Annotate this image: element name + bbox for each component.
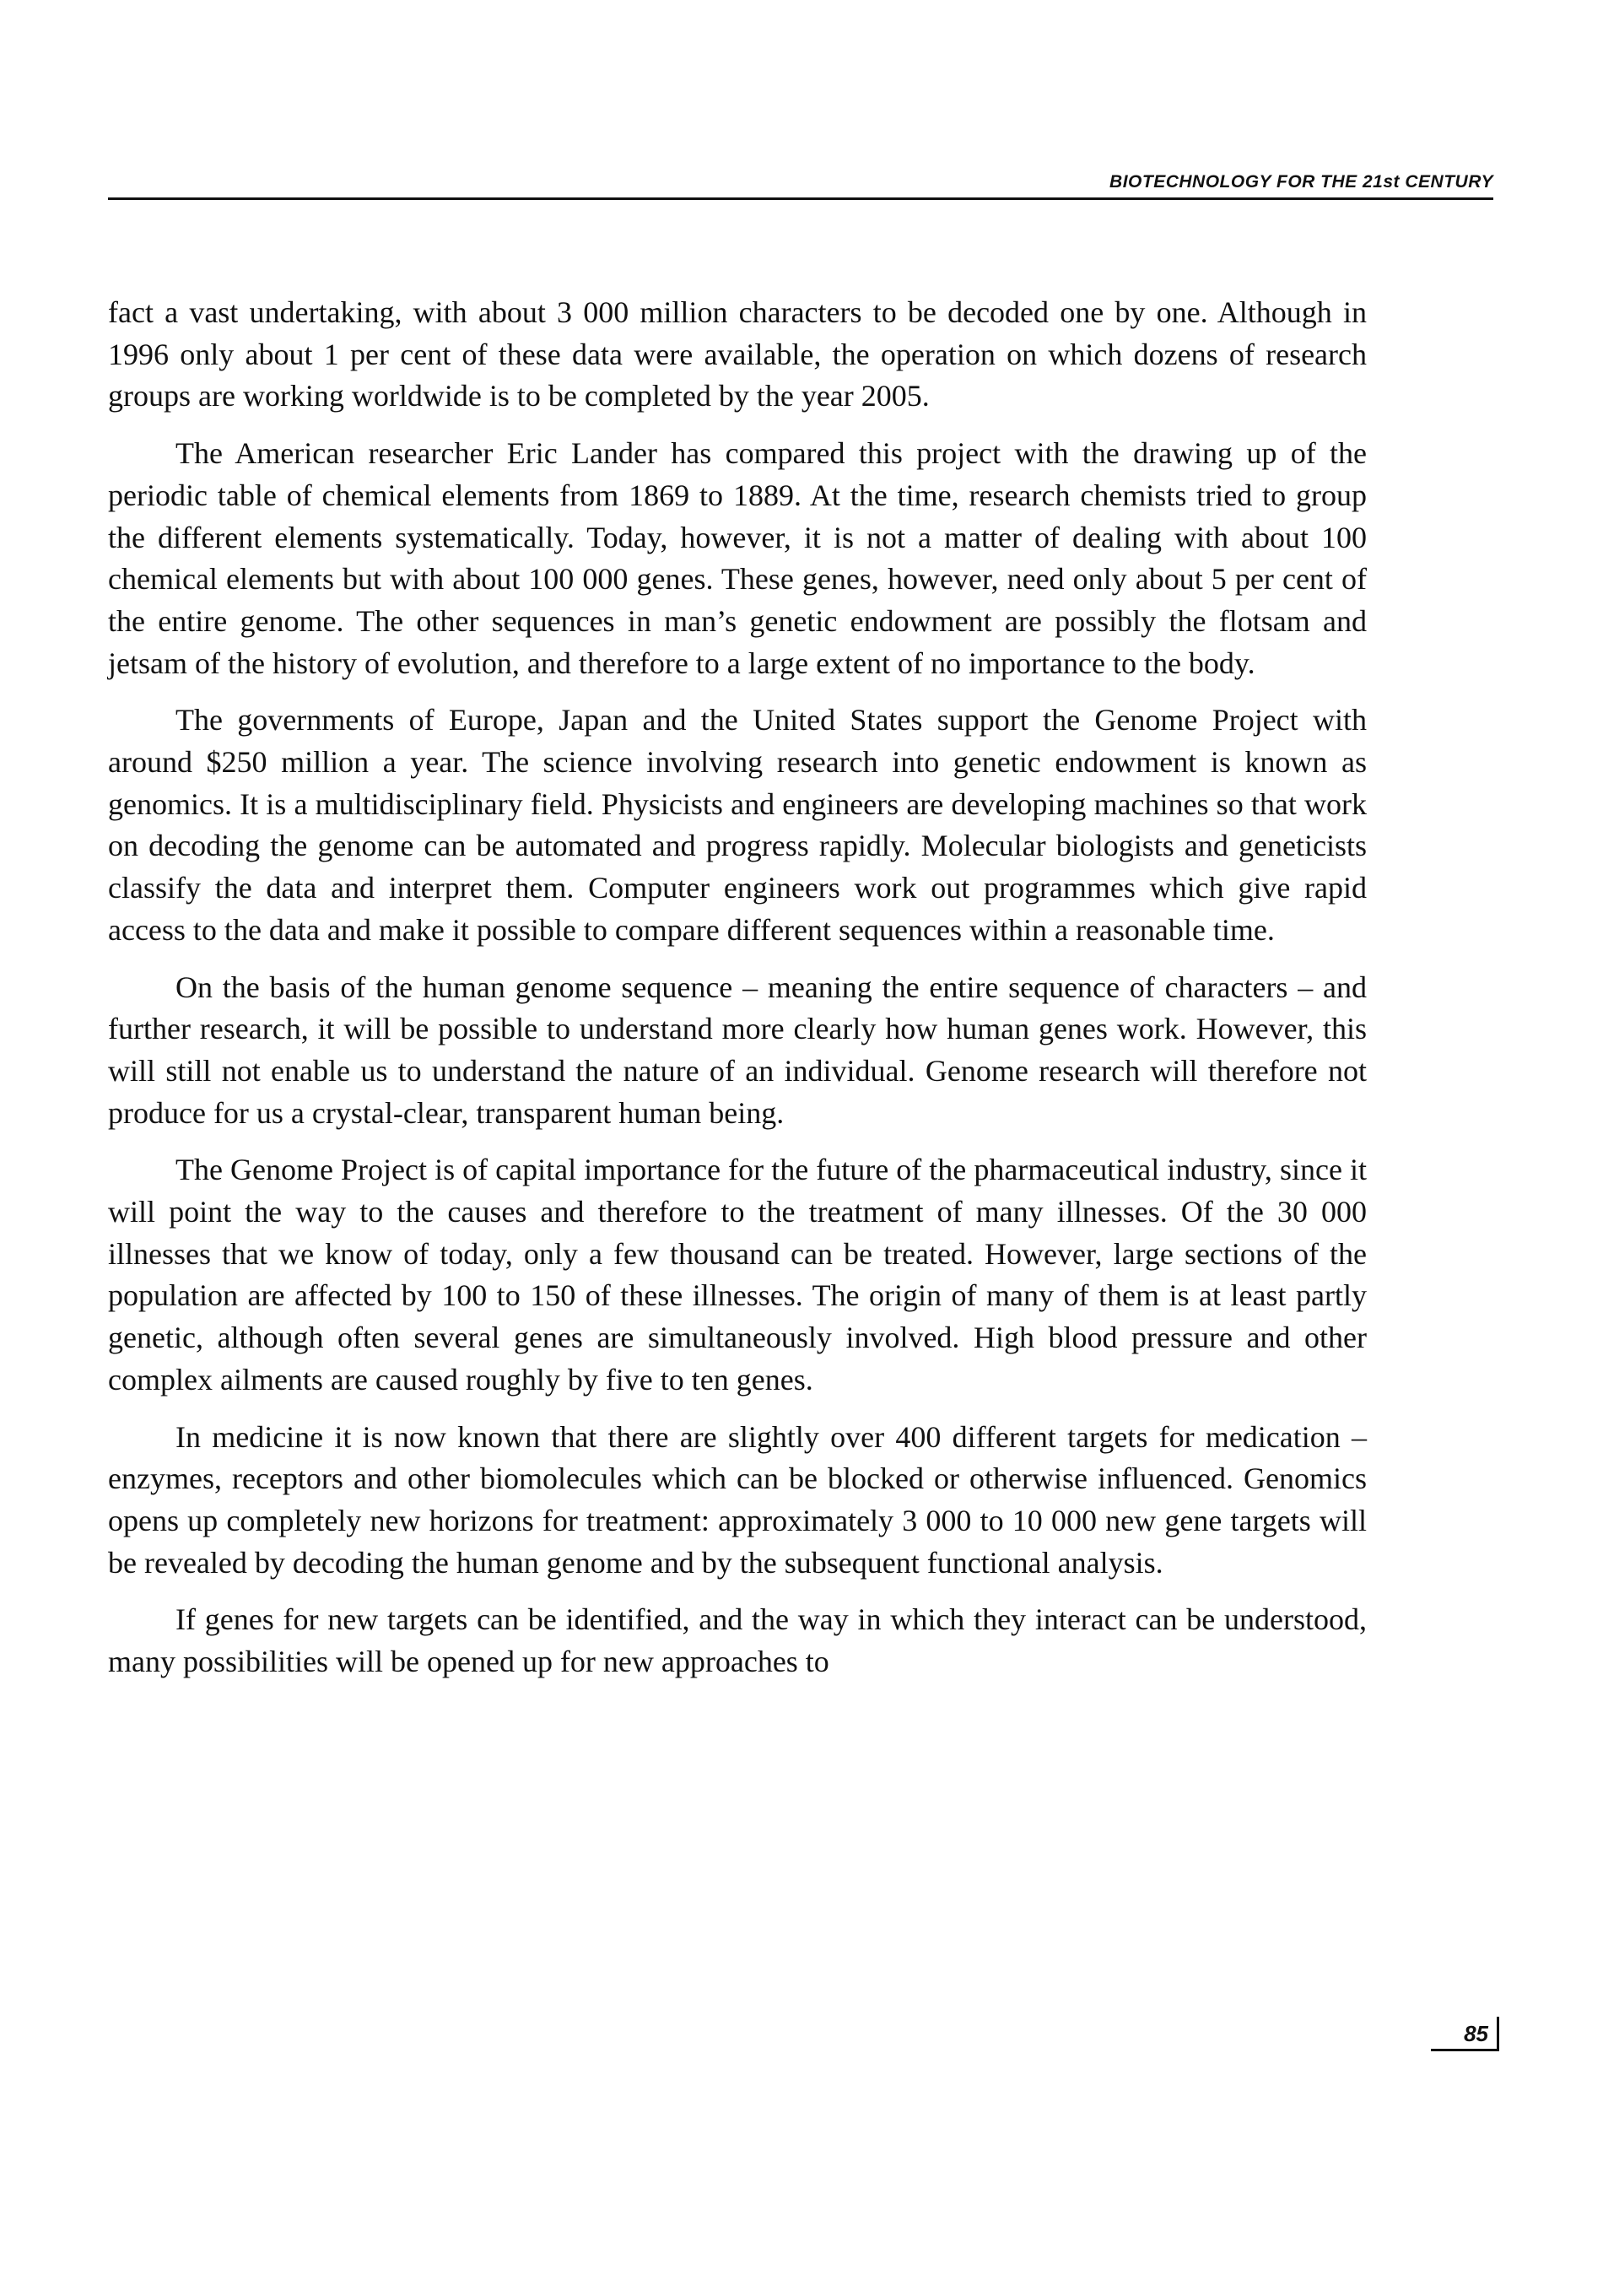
- body-text: [108, 292, 1367, 1699]
- paragraph: The American researcher Eric Lander has compared this project with the drawing up of the periodic table of chemical elements from 1869 to 1889. At the time, research chemists tried to group the different elements systematically. Today, however, it is not a matter of dealing with about 100 chemical elements but with about 100 000 genes. These genes, however, need only about 5 per cent of the entire genome. The other sequences in man’s genetic endowment are possibly the flotsam and jetsam of the history of evolution, and therefore to a large extent of no importance to the body.: [108, 436, 1367, 680]
- paragraph: fact a vast undertaking, with about 3 000 million characters to be decoded one by one. Although in 1996 only about 1 per cent of these data were available, the operation on which dozens of research groups are working worldwide is to be completed by the year 2005.: [108, 295, 1367, 413]
- page-number-box: [1431, 2017, 1499, 2051]
- running-title: BIOTECHNOLOGY FOR THE 21st CENTURY: [1109, 172, 1493, 192]
- paragraph: The governments of Europe, Japan and the United States support the Genome Project with around $250 million a year. The science involving research into genetic endowment is known as genomics. It is a multidisciplinary field. Physicists and engineers are developing machines so that work on decoding the genome can be automated and progress rapidly. Molecular biologists and geneticists classify the data and interpret them. Computer engineers work out programmes which give rapid access to the data and make it possible to compare different sequences within a reasonable time.: [108, 703, 1367, 947]
- running-header: [108, 165, 1493, 200]
- page-number: 85: [1464, 2021, 1488, 2046]
- paragraph: The Genome Project is of capital importance for the future of the pharmaceutical industry, since it will point the way to the causes and therefore to the treatment of many illnesses. Of the 30 000 illnesses that we know of today, only a few thousand can be treated. However, large sections of the population are affected by 100 to 150 of these illnesses. The origin of many of them is at least partly genetic, although often several genes are simultaneously involved. High blood pressure and other complex ailments are caused roughly by five to ten genes.: [108, 1153, 1367, 1397]
- paragraph: If genes for new targets can be identified, and the way in which they interact can be understood, many possibilities will be opened up for new approaches to: [108, 1602, 1367, 1679]
- paragraph: In medicine it is now known that there are slightly over 400 different targets for medication – enzymes, receptors and other biomolecules which can be blocked or otherwise influenced. Genomics opens up completely new horizons for treatment: approximately 3 000 to 10 000 new gene targets will be revealed by decoding the human genome and by the subsequent functional analysis.: [108, 1419, 1367, 1580]
- paragraph: On the basis of the human genome sequence – meaning the entire sequence of characters – and further research, it will be possible to understand more clearly how human genes work. However, this will still not enable us to understand the nature of an individual. Genome research will therefore not produce for us a crystal-clear, transparent human being.: [108, 970, 1367, 1130]
